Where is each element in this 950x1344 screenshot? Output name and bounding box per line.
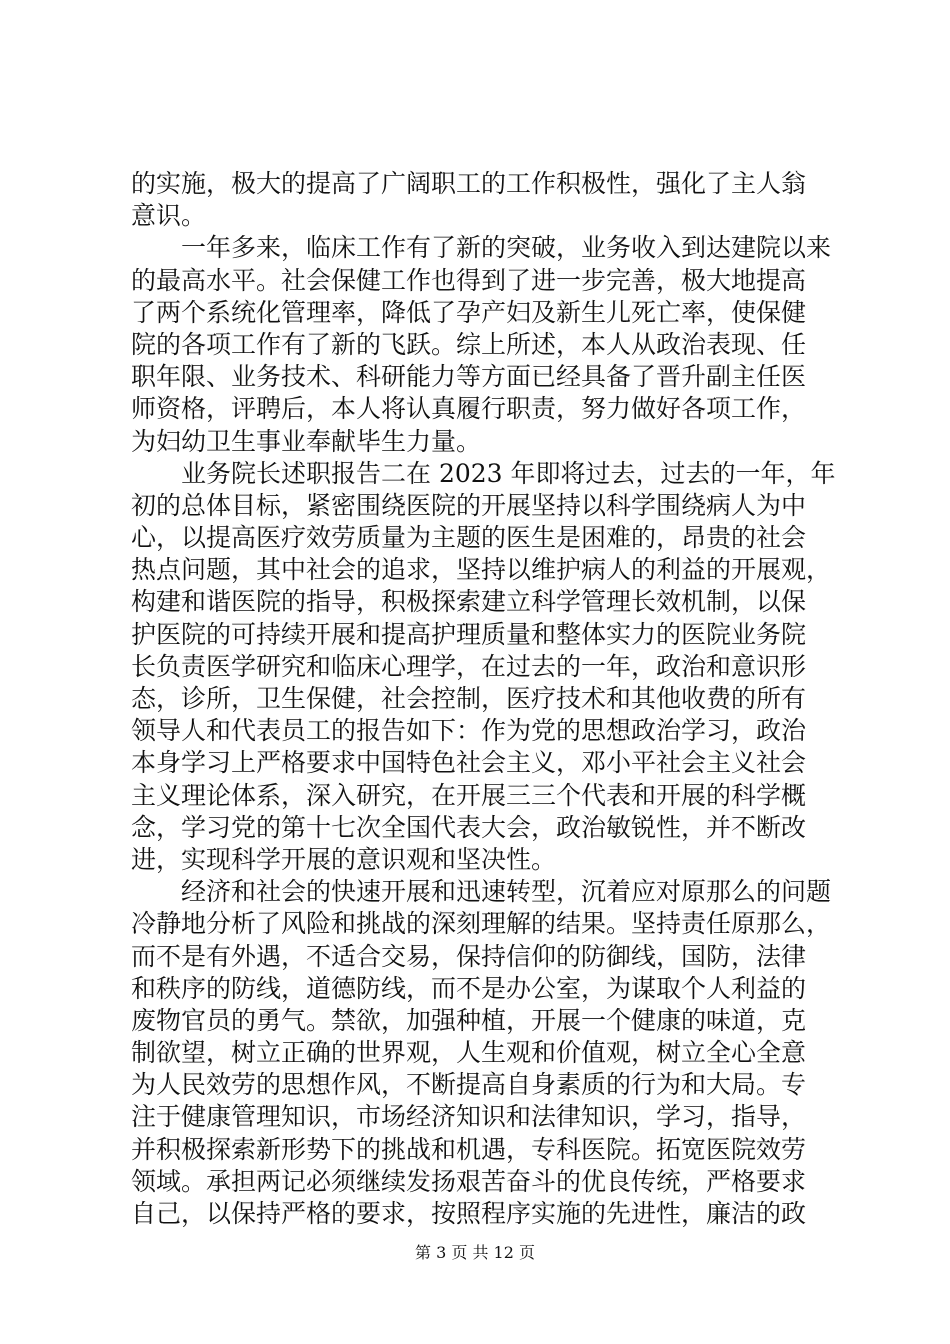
text-line: 为人民效劳的思想作风，不断提高自身素质的行为和大局。专 [131, 1070, 807, 1100]
text-line: 主义理论体系，深入研究，在开展三三个代表和开展的科学概 [131, 780, 807, 810]
text-line: 了两个系统化管理率，降低了孕产妇及新生儿死亡率，使保健 [131, 297, 807, 327]
text-line: 领导人和代表员工的报告如下：作为党的思想政治学习，政治 [131, 716, 807, 746]
page-number: 第 3 页 共 12 页 [415, 1243, 535, 1262]
text-line: 心，以提高医疗效劳质量为主题的医生是困难的，昂贵的社会 [131, 523, 807, 553]
text-line: 构建和谐医院的指导，积极探索建立科学管理长效机制，以保 [131, 587, 807, 617]
page-footer [0, 1243, 950, 1263]
text-line: 的实施，极大的提高了广阔职工的工作积极性，强化了主人翁 [131, 169, 807, 198]
text-line: 本身学习上严格要求中国特色社会主义，邓小平社会主义社会 [131, 748, 807, 778]
text-line: 废物官员的勇气。禁欲，加强种植，开展一个健康的味道，克 [131, 1005, 807, 1035]
text-line: 领域。承担两记必须继续发扬艰苦奋斗的优良传统，严格要求 [131, 1166, 807, 1196]
text-line: 冷静地分析了风险和挑战的深刻理解的结果。坚持责任原那么， [131, 909, 832, 939]
text-line: 制欲望，树立正确的世界观，人生观和价值观，树立全心全意 [131, 1038, 807, 1068]
text-line: 长负责医学研究和临床心理学，在过去的一年，政治和意识形 [131, 651, 807, 681]
text-line: 进，实现科学开展的意识观和坚决性。 [131, 844, 557, 874]
text-line: 师资格，评聘后，本人将认真履行职责，努力做好各项工作， [131, 394, 807, 424]
text-line: 注于健康管理知识，市场经济知识和法律知识，学习，指导， [131, 1102, 807, 1132]
text-line: 职年限、业务技术、科研能力等方面已经具备了晋升副主任医 [131, 362, 807, 392]
text-line: 一年多来，临床工作有了新的突破，业务收入到达建院以来 [131, 233, 832, 263]
text-line: 热点问题，其中社会的追求，坚持以维护病人的利益的开展观， [131, 555, 832, 585]
text-line: 院的各项工作有了新的飞跃。综上所述，本人从政治表现、任 [131, 329, 807, 359]
text-line: 业务院长述职报告二在 2023 年即将过去，过去的一年，年 [131, 458, 836, 488]
text-line: 自己，以保持严格的要求，按照程序实施的先进性，廉洁的政 [131, 1199, 807, 1228]
text-line: 初的总体目标，紧密围绕医院的开展坚持以科学围绕病人为中 [131, 490, 807, 520]
text-line: 经济和社会的快速开展和迅速转型，沉着应对原那么的问题 [131, 877, 832, 907]
text-line: 念，学习党的第十七次全国代表大会，政治敏锐性，并不断改 [131, 812, 807, 842]
text-line: 并积极探索新形势下的挑战和机遇，专科医院。拓宽医院效劳 [131, 1134, 807, 1164]
text-line: 为妇幼卫生事业奉献毕生力量。 [131, 426, 482, 456]
text-line: 护医院的可持续开展和提高护理质量和整体实力的医院业务院 [131, 619, 807, 649]
text-line: 态，诊所，卫生保健，社会控制，医疗技术和其他收费的所有 [131, 684, 807, 713]
text-line: 和秩序的防线，道德防线，而不是办公室，为谋取个人利益的 [131, 973, 807, 1003]
text-line: 的最高水平。社会保健工作也得到了进一步完善，极大地提高 [131, 265, 807, 295]
body-text [131, 168, 841, 1230]
text-line: 而不是有外遇，不适合交易，保持信仰的防御线，国防，法律 [131, 941, 807, 971]
text-line: 意识。 [131, 201, 207, 231]
